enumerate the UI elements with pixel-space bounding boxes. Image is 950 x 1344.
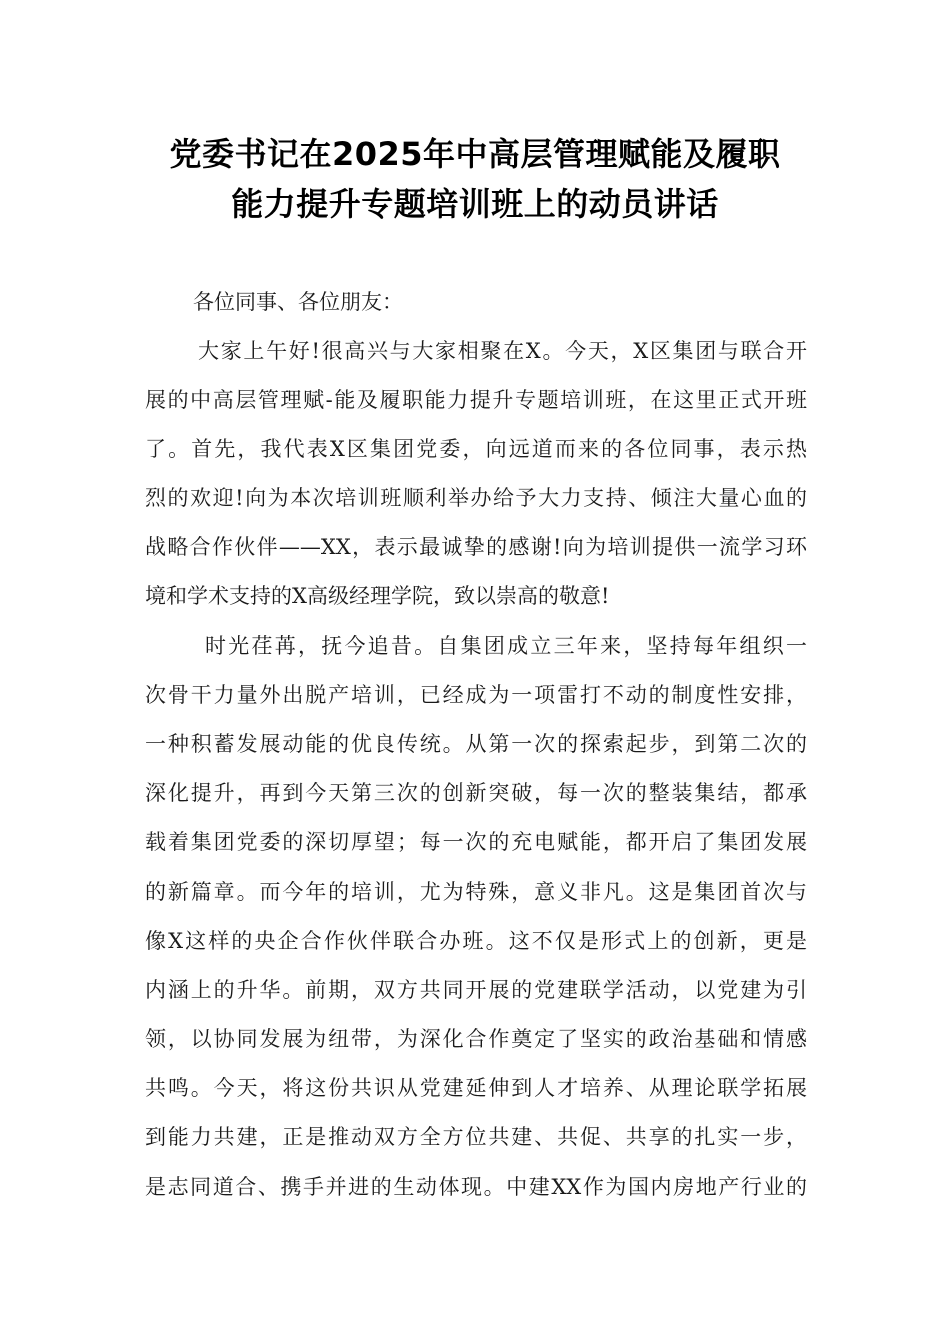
paragraph-line: 的新篇章。而今年的培训，尤为特殊，意义非凡。这是集团首次与 xyxy=(145,880,807,904)
paragraph-line: 战略合作伙伴——XX，表示最诚挚的感谢!向为培训提供一流学习环 xyxy=(145,535,807,559)
paragraph-line: 境和学术支持的X高级经理学院，致以崇高的敬意! xyxy=(145,584,610,608)
paragraph-line: 时光荏苒，抚今追昔。自集团成立三年来，坚持每年组织一 xyxy=(205,634,807,658)
paragraph-line: 一种积蓄发展动能的优良传统。从第一次的探索起步，到第二次的 xyxy=(145,732,807,756)
paragraph-line: 到能力共建，正是推动双方全方位共建、共促、共享的扎实一步， xyxy=(145,1125,807,1149)
paragraph-line: 展的中高层管理赋-能及履职能力提升专题培训班，在这里正式开班 xyxy=(145,388,807,412)
paragraph-line: 是志同道合、携手并进的生动体现。中建XX作为国内房地产行业的 xyxy=(145,1175,807,1199)
paragraph-line: 大家上午好!很高兴与大家相聚在X。今天，X区集团与联合开 xyxy=(198,339,807,363)
paragraph-line: 像X这样的央企合作伙伴联合办班。这不仅是形式上的创新，更是 xyxy=(145,929,807,953)
paragraph-line: 了。首先，我代表X区集团党委，向远道而来的各位同事，表示热 xyxy=(145,437,807,461)
document-title-line-1: 党委书记在2025年中高层管理赋能及履职 xyxy=(169,135,781,173)
paragraph-line: 烈的欢迎!向为本次培训班顺利举办给予大力支持、倾注大量心血的 xyxy=(145,486,807,510)
paragraph-line: 内涵上的升华。前期，双方共同开展的党建联学活动，以党建为引 xyxy=(145,978,807,1002)
paragraph-line: 领，以协同发展为纽带，为深化合作奠定了坚实的政治基础和情感 xyxy=(145,1027,807,1051)
paragraph-line: 深化提升，再到今天第三次的创新突破，每一次的整装集结，都承 xyxy=(145,781,807,805)
paragraph-line: 共鸣。今天，将这份共识从党建延伸到人才培养、从理论联学拓展 xyxy=(145,1076,807,1100)
greeting: 各位同事、各位朋友： xyxy=(193,290,403,314)
paragraph-line: 载着集团党委的深切厚望；每一次的充电赋能，都开启了集团发展 xyxy=(145,830,807,854)
document-title-line-2: 能力提升专题培训班上的动员讲话 xyxy=(231,185,719,223)
paragraph-line: 次骨干力量外出脱产培训，已经成为一项雷打不动的制度性安排， xyxy=(145,683,807,707)
